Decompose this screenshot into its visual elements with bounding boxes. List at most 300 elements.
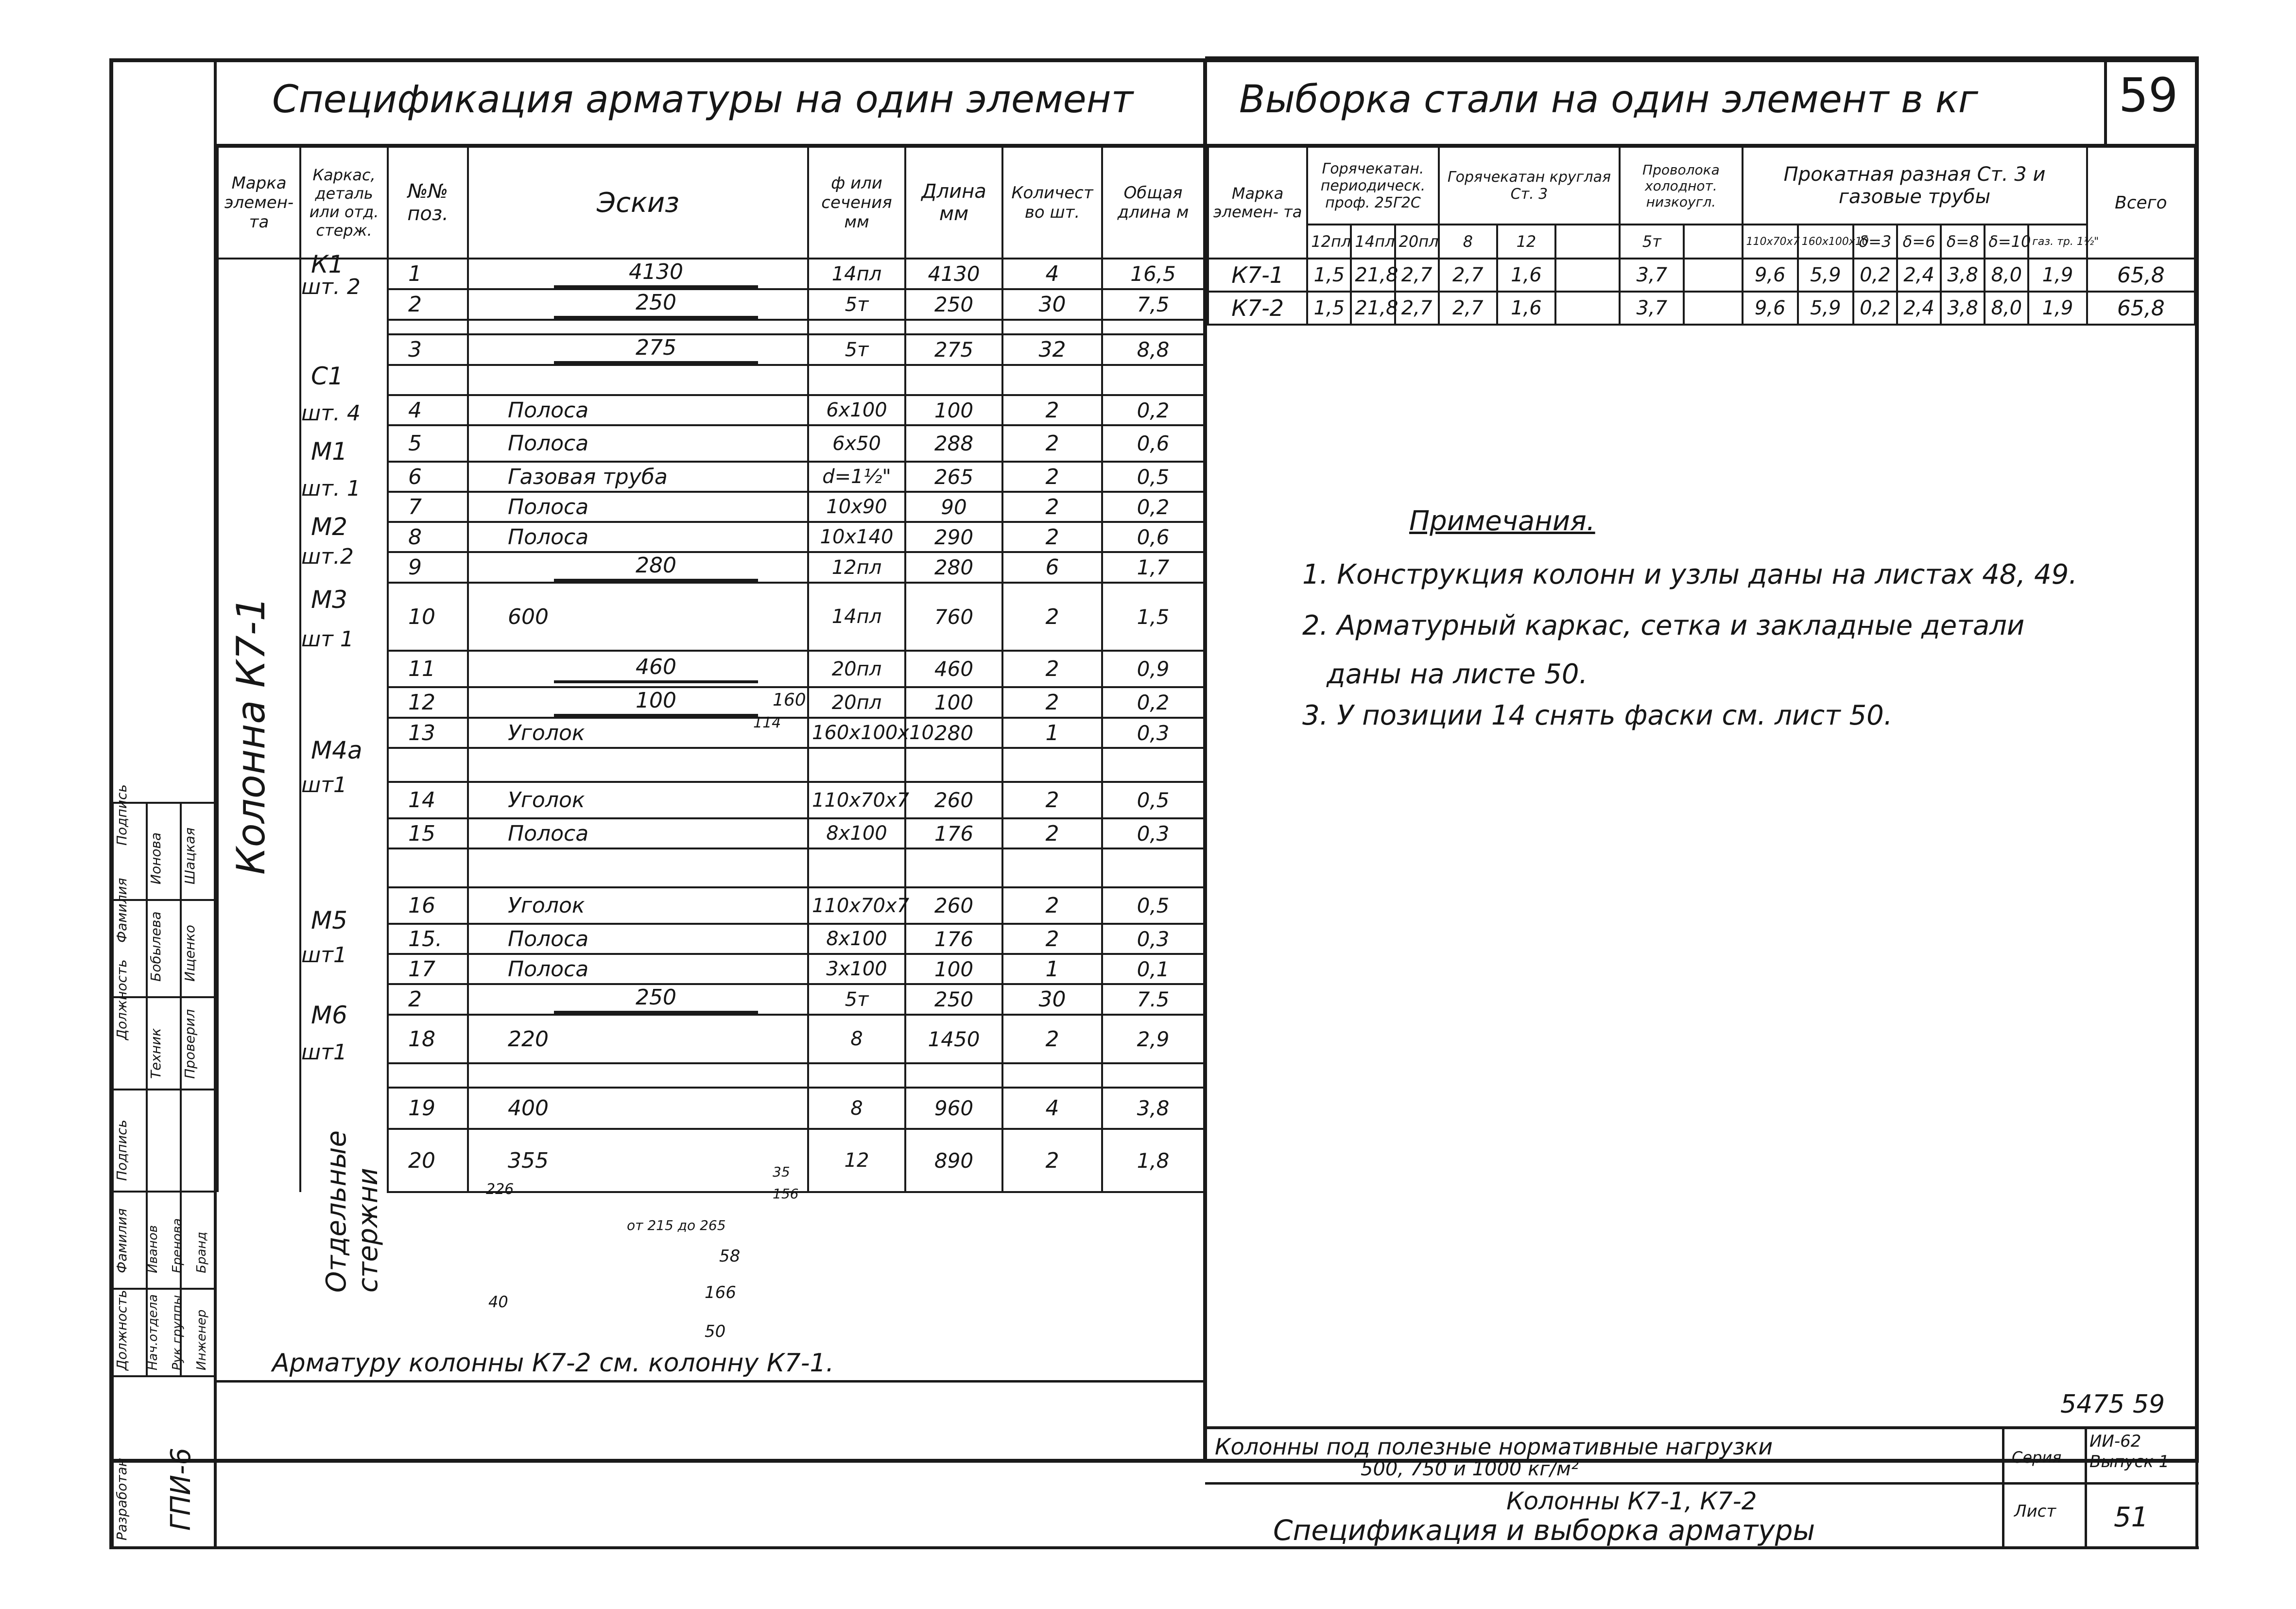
frame-cell [300,651,388,687]
qty-cell: 2 [1002,782,1102,818]
length-cell: 275 [905,334,1002,365]
blank-cell [1102,1063,1204,1088]
side-name-brand: Бранд [194,1231,209,1273]
total-cell: 1,7 [1102,552,1204,583]
steel-subheader: δ=3 [1853,225,1897,259]
total-cell: 0,5 [1102,887,1204,924]
section-cell: 14пл [808,583,905,651]
sketch-cell [468,492,808,522]
header-qty: Количест во шт. [1002,147,1102,259]
mark-cell [218,887,300,924]
section-cell: 8х100 [808,818,905,848]
steel-subheader: 12пл [1307,225,1351,259]
sketch-cell [468,462,808,492]
blank-cell [1002,848,1102,887]
section-cell: 14пл [808,259,905,289]
steel-value [1684,259,1742,292]
qty-cell: 32 [1002,334,1102,365]
qty-cell: 4 [1002,1088,1102,1129]
pos-cell: 1 [388,259,468,289]
frame-ext-div [214,1460,217,1548]
section-cell: 5т [808,984,905,1015]
steel-subheader: газ. тр. 1½" [2028,225,2087,259]
steel-header-total: Всего [2087,147,2195,259]
blank-cell [468,848,808,887]
corner-sheet-number: 59 [2119,68,2178,122]
length-cell: 280 [905,718,1002,748]
steel-value: 2,7 [1395,259,1439,292]
steel-value: 2,4 [1897,292,1941,325]
steel-value: 21,8 [1351,259,1395,292]
mark-cell [218,462,300,492]
spec-row [218,334,1204,365]
spec-row [218,425,1204,462]
sketch-cell [468,651,808,687]
length-cell: 288 [905,425,1002,462]
steel-value: 3,7 [1620,292,1684,325]
header-length: Длина мм [905,147,1002,259]
total-cell: 0,1 [1102,954,1204,984]
qty-cell: 2 [1002,492,1102,522]
header-mark: Марка элемен- та [218,147,300,259]
mark-cell [218,334,300,365]
steel-header-rolled: Прокатная разная Ст. 3 и газовые трубы [1743,147,2087,225]
sketch-dim-d156: 156 [773,1186,799,1202]
frame-cell [300,848,388,887]
section-cell: 20пл [808,651,905,687]
section-cell: 8х100 [808,924,905,954]
blank-cell [1102,848,1204,887]
total-cell: 0,9 [1102,651,1204,687]
pos-cell: 17 [388,954,468,984]
mark-cell [218,395,300,425]
total-cell: 1,5 [1102,583,1204,651]
steel-header-wire: Проволока холоднот. низкоугл. [1620,147,1742,225]
sketch-dim-d_ot: от 215 до 265 [627,1217,726,1233]
length-cell: 100 [905,954,1002,984]
total-cell: 0,5 [1102,462,1204,492]
mark-cell [218,259,300,289]
steel-value [1555,292,1620,325]
total-cell: 0,3 [1102,718,1204,748]
section-cell: 12 [808,1129,905,1192]
side-name-ishchenko: Ищенко [182,925,198,982]
steel-value: 2,7 [1439,292,1497,325]
section-cell: 6х50 [808,425,905,462]
sketch-dim-d166: 166 [705,1283,736,1302]
total-cell: 2,9 [1102,1015,1204,1063]
spec-row [218,365,1204,395]
length-cell: 260 [905,887,1002,924]
steel-mark: К7-2 [1208,292,1307,325]
side-h7 [112,1375,214,1377]
sketch-label: Уголок [508,893,585,918]
sketch-label: Полоса [508,398,589,423]
group-count: шт. 1 [301,476,361,501]
sketch-cell [468,1129,808,1192]
mark-cell [218,924,300,954]
header-section: ф или сечения мм [808,147,905,259]
group-count: шт1 [301,943,347,968]
blank-cell [1002,748,1102,782]
sketch-cell [468,782,808,818]
total-cell: 16,5 [1102,259,1204,289]
group-count: шт1 [301,773,347,797]
pos-cell: 15 [388,818,468,848]
steel-subheader: 160х100х10 [1798,225,1853,259]
header-total: Общая длина м [1102,147,1204,259]
sketch-cell [468,289,808,320]
side-role-technik: Техник [148,1028,164,1079]
length-cell: 265 [905,462,1002,492]
total-cell: 7.5 [1102,984,1204,1015]
section-cell: 10х90 [808,492,905,522]
sketch-dimension: 275 [554,335,758,364]
spec-row [218,748,1204,782]
sketch-cell [468,687,808,718]
qty-cell: 4 [1002,259,1102,289]
sketch-dimension: 100 [554,688,758,717]
total-cell: 0,6 [1102,522,1204,552]
steel-value [1684,292,1742,325]
stamp-sheet-label: Лист [2014,1502,2056,1521]
blank-cell [468,748,808,782]
steel-subheader: 110х70х7 [1743,225,1798,259]
frame-cell [300,334,388,365]
spec-row [218,818,1204,848]
side-h4 [112,1089,214,1090]
mark-cell [218,1129,300,1192]
side-developed: Разработан [114,1457,130,1540]
steel-value: 2,7 [1395,292,1439,325]
blank-cell [905,848,1002,887]
sketch-label: 400 [508,1096,549,1121]
sketch-cell [468,1088,808,1129]
steel-subheader: δ=10 [1985,225,2028,259]
blank-cell [468,320,808,334]
sketch-label: 600 [508,604,549,629]
doc-code: 5475 59 [2060,1390,2165,1419]
qty-cell: 2 [1002,1129,1102,1192]
frame-ext-bottom [109,1546,1208,1549]
qty-cell: 2 [1002,887,1102,924]
spec-row [218,259,1204,289]
blank-cell [905,748,1002,782]
frame-cell [300,320,388,334]
section-cell: 110х70х7 [808,782,905,818]
blank-cell [388,320,468,334]
steel-value: 8,0 [1985,292,2028,325]
length-cell: 760 [905,583,1002,651]
sketch-cell [468,984,808,1015]
steel-header-mark: Марка элемен- та [1208,147,1307,259]
steel-value: 1,9 [2028,259,2087,292]
length-cell: 100 [905,395,1002,425]
stamp-sheet-title-2: Спецификация и выборка арматуры [1273,1514,1815,1547]
side-role-nach: Нач.отдела [146,1294,160,1370]
sketch-cell [468,552,808,583]
pos-cell: 10 [388,583,468,651]
mark-cell [218,289,300,320]
qty-cell: 2 [1002,818,1102,848]
spec-row [218,320,1204,334]
qty-cell: 30 [1002,289,1102,320]
note-2-cont: даны на листе 50. [1327,658,1588,690]
length-cell: 260 [905,782,1002,818]
length-cell: 960 [905,1088,1002,1129]
blank-cell [1002,365,1102,395]
spec-row [218,924,1204,954]
length-cell: 250 [905,984,1002,1015]
frame-cell [300,687,388,718]
length-cell: 460 [905,651,1002,687]
steel-value: 8,0 [1985,259,2028,292]
spec-title: Спецификация арматуры на один элемент [272,78,1134,121]
sketch-dimension: 4130 [554,260,758,288]
spec-row [218,522,1204,552]
length-cell: 90 [905,492,1002,522]
spec-row [218,954,1204,984]
group-frame-mark: М3 [311,586,347,614]
steel-value: 9,6 [1743,259,1798,292]
total-cell: 8,8 [1102,334,1204,365]
steel-subheader: 8 [1439,225,1497,259]
steel-subheader: 12 [1497,225,1555,259]
blank-cell [808,1063,905,1088]
blank-cell [468,365,808,395]
group-frame-mark: С1 [311,362,344,390]
sketch-dim-d40: 40 [488,1293,508,1311]
pos-cell: 15. [388,924,468,954]
group-frame-mark: М4а [311,736,363,764]
steel-value: 1,6 [1497,292,1555,325]
total-cell: 0,3 [1102,924,1204,954]
qty-cell: 1 [1002,954,1102,984]
sketch-dimension: 250 [554,290,758,319]
total-cell: 0,3 [1102,818,1204,848]
steel-subheader: 20пл [1395,225,1439,259]
blank-cell [1002,320,1102,334]
mark-cell [218,1088,300,1129]
length-cell: 250 [905,289,1002,320]
group-frame-mark: М6 [311,1001,347,1029]
sketch-dimension: 460 [554,655,758,683]
spec-row [218,552,1204,583]
frame-cell [300,1063,388,1088]
stamp-top [1205,1426,2199,1429]
spec-row [218,984,1204,1015]
length-cell: 280 [905,552,1002,583]
spec-row [218,718,1204,748]
sketch-cell [468,924,808,954]
side-col-surname-b: Фамилия [114,1208,130,1273]
stamp-project: Колонны под полезные нормативные нагрузки [1215,1434,1773,1460]
stamp-mid [1205,1482,2199,1485]
qty-cell: 2 [1002,462,1102,492]
side-col-signature-b: Подпись [114,1120,130,1181]
separate-bars-label: Отдельные стержни [321,1130,384,1293]
sketch-label: Полоса [508,956,589,982]
spec-row [218,651,1204,687]
sketch-label: Полоса [508,494,589,519]
sketch-label: Уголок [508,720,585,745]
steel-value: 0,2 [1853,259,1897,292]
steel-value: 2,7 [1439,259,1497,292]
sketch-label: Уголок [508,788,585,813]
mark-cell [218,1015,300,1063]
blank-cell [388,848,468,887]
group-frame-mark: М1 [311,437,347,466]
steel-table [1207,146,2196,326]
sketch-cell [468,954,808,984]
side-name-ivanov: Иванов [146,1225,160,1273]
blank-cell [1002,1063,1102,1088]
spec-row [218,492,1204,522]
corner-box-left [2104,58,2107,146]
sketch-cell [468,583,808,651]
length-cell: 176 [905,818,1002,848]
length-cell: 4130 [905,259,1002,289]
sketch-cell [468,425,808,462]
length-cell: 890 [905,1129,1002,1192]
section-cell: 8 [808,1015,905,1063]
length-cell: 290 [905,522,1002,552]
blank-cell [905,365,1002,395]
steel-subheader: δ=8 [1941,225,1985,259]
spec-row [218,782,1204,818]
side-role-proveril: Проверил [182,1009,198,1079]
pos-cell: 13 [388,718,468,748]
steel-subheader [1555,225,1620,259]
steel-value: 3,8 [1941,292,1985,325]
sketch-cell [468,522,808,552]
sketch-dim-d160: 160 [773,690,806,710]
qty-cell: 2 [1002,395,1102,425]
spec-row [218,1015,1204,1063]
sketch-dim-d226: 226 [486,1181,514,1198]
group-frame-mark: М5 [311,906,347,934]
qty-cell: 2 [1002,1015,1102,1063]
steel-subheader: 14пл [1351,225,1395,259]
pos-cell: 2 [388,289,468,320]
blank-cell [1102,748,1204,782]
side-col-position-b: Должность [114,1290,130,1370]
spec-row [218,583,1204,651]
blank-cell [808,848,905,887]
steel-subheader: 5т [1620,225,1684,259]
steel-value [1555,259,1620,292]
side-name-ionova: Ионова [148,832,164,884]
pos-cell: 18 [388,1015,468,1063]
pos-cell: 2 [388,984,468,1015]
section-cell: 20пл [808,687,905,718]
mark-cell [218,1063,300,1088]
blank-cell [468,1063,808,1088]
sketch-cell [468,818,808,848]
section-cell: 8 [808,1088,905,1129]
top-border [1205,56,2199,62]
sketch-dimension: 280 [554,553,758,582]
steel-row [1208,292,2195,325]
section-cell: 5т [808,289,905,320]
sketch-label: Полоса [508,524,589,550]
spec-table [217,146,1205,1193]
mark-cell [218,984,300,1015]
total-cell: 0,2 [1102,395,1204,425]
blank-cell [388,365,468,395]
note-2: 2. Арматурный каркас, сетка и закладные детали [1302,610,2025,641]
header-sketch: Эскиз [468,147,808,259]
header-pos: №№ поз. [388,147,468,259]
steel-value: 5,9 [1798,292,1853,325]
section-cell: 12пл [808,552,905,583]
mark-cell [218,954,300,984]
notes-heading: Примечания. [1409,505,1595,537]
steel-value: 3,8 [1941,259,1985,292]
steel-subheader [1684,225,1742,259]
total-cell: 3,8 [1102,1088,1204,1129]
length-cell: 176 [905,924,1002,954]
qty-cell: 6 [1002,552,1102,583]
mark-cell [218,492,300,522]
blank-cell [388,1063,468,1088]
stamp-sheet-value: 51 [2114,1502,2149,1533]
element-label: Колонна К7-1 [228,596,274,875]
stamp-series-value: ИИ-62 Выпуск 1 [2089,1432,2170,1471]
steel-title: Выборка стали на один элемент в кг [1239,78,1978,121]
mark-cell [218,425,300,462]
pos-cell: 11 [388,651,468,687]
pos-cell: 4 [388,395,468,425]
pos-cell: 7 [388,492,468,522]
spec-row [218,687,1204,718]
sketch-cell [468,1015,808,1063]
sketch-dim-d35: 35 [773,1164,790,1180]
steel-value: 9,6 [1743,292,1798,325]
stamp-v1 [2002,1426,2004,1548]
pos-cell: 9 [388,552,468,583]
mark-cell [218,552,300,583]
group-frame-mark: К1 [311,250,344,278]
blank-cell [808,365,905,395]
stamp-loads: 500, 750 и 1000 кг/м² [1361,1458,1579,1480]
pos-cell: 19 [388,1088,468,1129]
section-cell: 6х100 [808,395,905,425]
header-frame: Каркас, деталь или отд. стерж. [300,147,388,259]
sketch-dim-d114: 114 [753,714,781,731]
total-cell: 0,2 [1102,492,1204,522]
mark-cell [218,320,300,334]
sketch-label: 220 [508,1026,549,1052]
stamp-sheet-title-1: Колонны К7-1, К7-2 [1506,1487,1757,1515]
sketch-dim-d50: 50 [705,1322,726,1341]
qty-cell: 2 [1002,651,1102,687]
section-cell: 160х100х10 [808,718,905,748]
length-cell: 1450 [905,1015,1002,1063]
pos-cell: 6 [388,462,468,492]
note-3: 3. У позиции 14 снять фаски см. лист 50. [1302,700,1893,731]
group-count: шт. 4 [301,401,361,426]
steel-total: 65,8 [2087,292,2195,325]
side-org: ГПИ-6 [165,1447,197,1531]
group-frame-mark: М2 [311,513,347,541]
side-col-surname-a: Фамилия [114,878,130,943]
total-cell: 7,5 [1102,289,1204,320]
steel-mark: К7-1 [1208,259,1307,292]
pos-cell: 16 [388,887,468,924]
steel-row [1208,259,2195,292]
total-cell: 0,6 [1102,425,1204,462]
